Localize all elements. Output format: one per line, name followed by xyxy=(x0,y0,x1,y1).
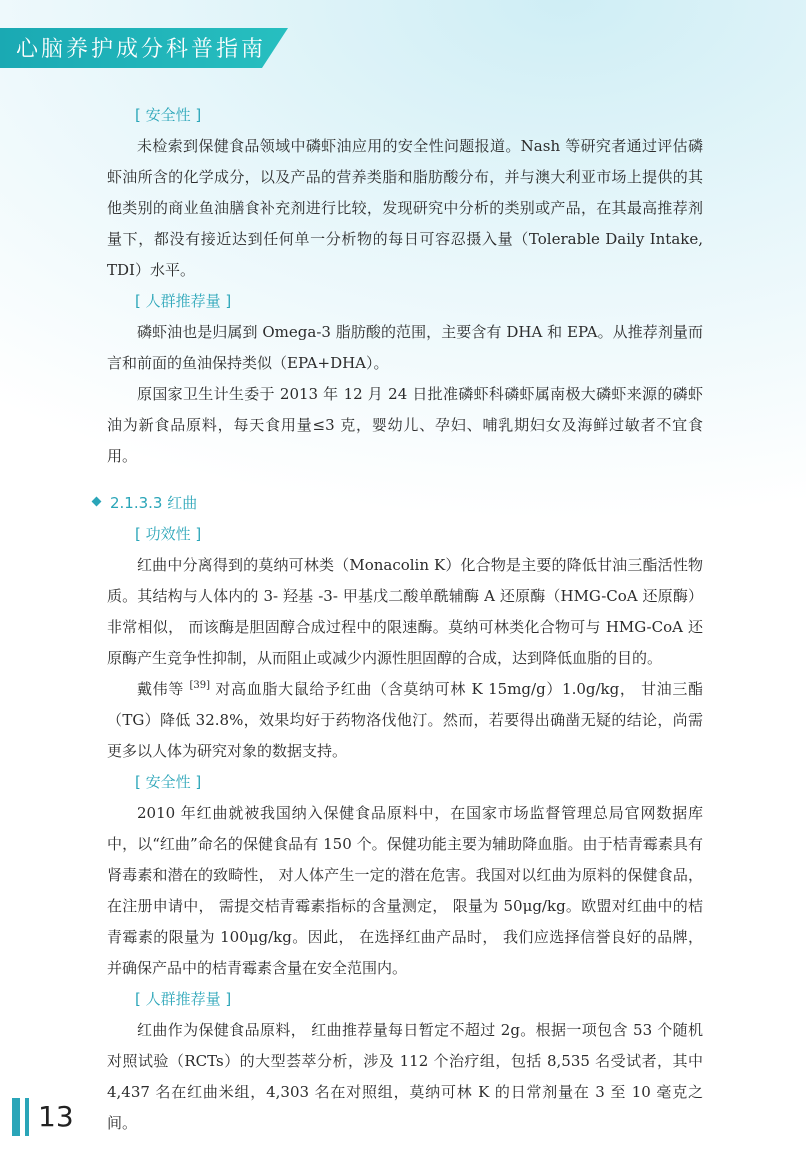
section-number: 2.1.3.3 xyxy=(110,494,163,512)
dose-paragraph-3: 红曲作为保健食品原料， 红曲推荐量每日暂定不超过 2g。根据一项包含 53 个随机对照试验（RCTs）的大型荟萃分析，涉及 112 个治疗组，包括 8,535 名受试者，其中 4,437 名在红曲米组，4,303 名在对照组，莫纳可林 K 的日常剂量在 3 至 10 毫克之间。 xyxy=(107,1021,703,1132)
safety-paragraph-2: 2010 年红曲就被我国纳入保健食品原料中，在国家市场监督管理总局官网数据库中，以“红曲”命名的保健食品有 150 个。保健功能主要为辅助降血脂。由于桔青霉素具有肾毒素和潜在的致畸性， 对人体产生一定的潜在危害。我国对以红曲为原料的保健食品， 在注册申请中， 需提交桔青霉素指标的含量测定， 限量为 50μg/kg。欧盟对红曲中的桔青霉素的限量为 100μg/kg。因此， 在选择红曲产品时， 我们应选择信誉良好的品牌， 并确保产品中的桔青霉素含量在安全范围内。 xyxy=(107,804,703,977)
tag-efficacy: [ 功效性 ] xyxy=(135,525,202,543)
efficacy-text-rest: 对高血脂大鼠给予红曲（含莫纳可林 K 15mg/g）1.0g/kg， 甘油三酯（TG）降低 32.8%，效果均好于药物洛伐他汀。然而，若要得出确凿无疑的结论，尚需更多以人体为研究对象的数据支持。 xyxy=(107,680,703,760)
footer-bar-thin xyxy=(25,1098,29,1136)
efficacy-paragraph-2 xyxy=(107,674,703,767)
efficacy-paragraph-1: 红曲中分离得到的莫纳可林类（Monacolin K）化合物是主要的降低甘油三酯活性物质。其结构与人体内的 3- 羟基 -3- 甲基戊二酸单酰辅酶 A 还原酶（HMG-CoA 还原酶）非常相似， 而该酶是胆固醇合成过程中的限速酶。莫纳可林类化合物可与 HMG-CoA 还原酶产生竞争性抑制，从而阻止或减少内源性胆固醇的合成，达到降低血脂的目的。 xyxy=(107,556,703,667)
diamond-bullet-icon xyxy=(92,497,102,507)
citation-ref: [39] xyxy=(189,680,210,691)
tag-dose-2: [ 人群推荐量 ] xyxy=(135,990,232,1008)
footer-bar-thick xyxy=(12,1098,20,1136)
dose-paragraph-1: 磷虾油也是归属到 Omega-3 脂肪酸的范围，主要含有 DHA 和 EPA。从推荐剂量而言和前面的鱼油保持类似（EPA+DHA）。 xyxy=(107,323,703,372)
section-title: 红曲 xyxy=(167,494,198,512)
section-heading xyxy=(93,488,703,519)
tag-dose: [ 人群推荐量 ] xyxy=(135,292,232,310)
tag-safety: [ 安全性 ] xyxy=(135,106,202,124)
main-content xyxy=(107,100,703,1139)
safety-paragraph: 未检索到保健食品领域中磷虾油应用的安全性问题报道。Nash 等研究者通过评估磷虾油所含的化学成分，以及产品的营养类脂和脂肪酸分布，并与澳大利亚市场上提供的其他类别的商业鱼油膳食补充剂进行比较，发现研究中分析的类别或产品，在其最高推荐剂量下，都没有接近达到任何单一分析物的每日可容忍摄入量（Tolerable Daily Intake, TDI）水平。 xyxy=(107,137,703,279)
header-title: 心脑养护成分科普指南 xyxy=(16,37,267,62)
dose-paragraph-2: 原国家卫生计生委于 2013 年 12 月 24 日批准磷虾科磷虾属南极大磷虾来源的磷虾油为新食品原料，每天食用量≤3 克，婴幼儿、孕妇、哺乳期妇女及海鲜过敏者不宜食用。 xyxy=(107,385,703,465)
efficacy-text-start: 戴伟等 xyxy=(137,680,190,698)
page-number: 13 xyxy=(38,1100,74,1133)
header-banner xyxy=(0,28,290,72)
tag-safety-2: [ 安全性 ] xyxy=(135,773,202,791)
